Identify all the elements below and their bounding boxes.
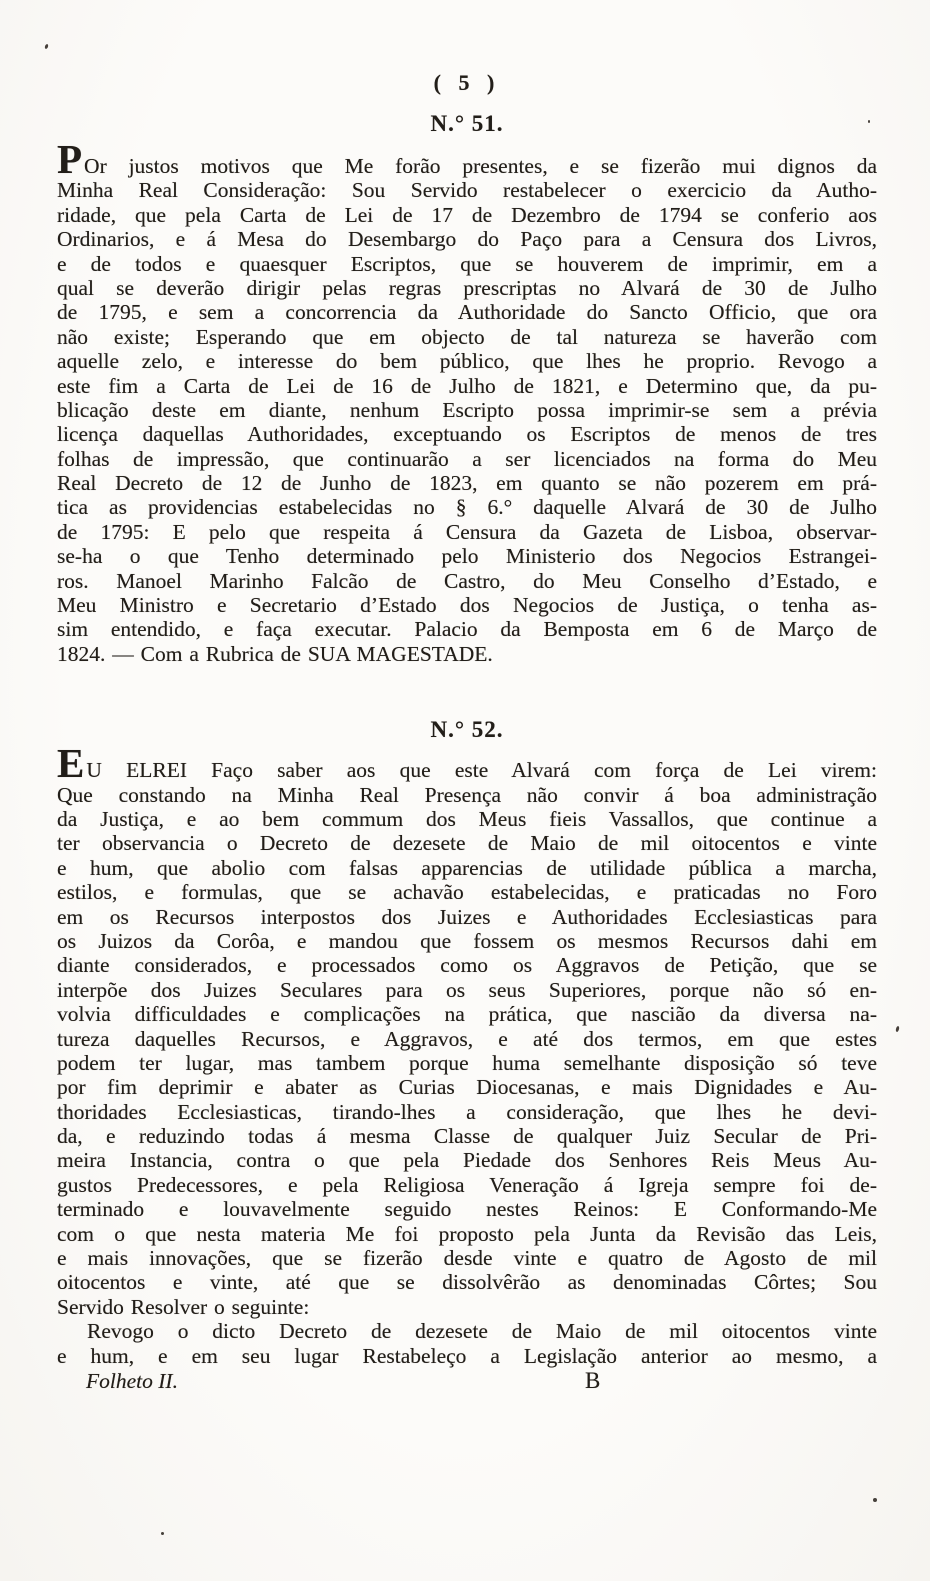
text-line: diante considerados, e processados como os Aggravos de Petição, que se <box>57 953 877 978</box>
text-line: e hum, que abolio com falsas apparencias de utilidade pública a marcha, <box>57 855 877 880</box>
section-body <box>57 740 877 1368</box>
text-line: Revogo o dicto Decreto de dezesete de Maio de mil oitocentos vinte <box>87 1319 877 1344</box>
text-line: blicação deste em diante, nenhum Escripto possa imprimir-se sem a prévia <box>57 397 877 422</box>
text-line: de 1795: E pelo que respeita á Censura da Gazeta de Lisboa, observar- <box>57 519 877 544</box>
scan-speck <box>161 1532 164 1535</box>
text-line: Que constando na Minha Real Presença não convir á boa administração <box>57 782 877 807</box>
drop-cap-initial: E <box>57 740 87 787</box>
text-line: da, e reduzindo todas á mesma Classe de qualquer Juiz Secular de Pri- <box>57 1124 877 1149</box>
text-line: Minha Real Consideração: Sou Servido restabelecer o exercicio da Autho- <box>57 178 877 203</box>
text-line: e hum, e em seu lugar Restabeleço a Legislação anterior ao mesmo, a <box>57 1343 877 1368</box>
paragraph <box>57 1319 877 1368</box>
text-line: 1824. — Com a Rubrica de SUA MAGESTADE. <box>57 641 493 666</box>
text-line: ridade, que pela Carta de Lei de 17 de Dezembro de 1794 se conferio aos <box>57 202 877 227</box>
paragraph <box>57 136 877 666</box>
text-line: thoridades Ecclesiasticas, tirando-lhes a consideração, que lhes he devi- <box>57 1099 877 1124</box>
signature-mark: B <box>585 1367 601 1393</box>
section-body <box>57 136 877 666</box>
page-number: ( 5 ) <box>433 70 501 95</box>
text-line: sim entendido, e faça executar. Palacio da Bemposta em 6 de Março de <box>57 617 877 642</box>
text-line: tica as providencias estabelecidas no § 6.° daquelle Alvará de 30 de Julho <box>57 495 877 520</box>
folheto-label: Folheto II. <box>86 1368 178 1393</box>
text-line: Ordinarios, e á Mesa do Desembargo do Paço para a Censura dos Livros, <box>57 227 877 252</box>
paragraph <box>57 740 877 1319</box>
text-line: EU ELREI Faço saber aos que este Alvará com força de Lei virem: <box>57 740 877 787</box>
text-line: este fim a Carta de Lei de 16 de Julho de 1821, e Determino que, da pu- <box>57 373 877 398</box>
scan-speck <box>868 120 870 123</box>
text-line: da Justiça, e ao bem commum dos Meus fieis Vassallos, que continue a <box>57 806 877 831</box>
text-line: em os Recursos interpostos dos Juizes e Authoridades Ecclesiasticas para <box>57 904 877 929</box>
text-line: os Juizos da Corôa, e mandou que fossem os mesmos Recursos dahi em <box>57 928 877 953</box>
text-line: Servido Resolver o seguinte: <box>57 1294 310 1319</box>
text-line: ter observancia o Decreto de dezesete de Maio de mil oitocentos e vinte <box>57 831 877 856</box>
section-heading: N.° 51. <box>430 111 504 136</box>
text-line: aquelle zelo, e interesse do bem público, que lhes he proprio. Revogo a <box>57 349 877 374</box>
text-line: tureza daquelles Recursos, e Aggravos, e até dos termos, em que estes <box>57 1026 877 1051</box>
text-line: qual se deverão dirigir pelas regras prescriptas no Alvará de 30 de Julho <box>57 275 877 300</box>
text-line: POr justos motivos que Me forão presentes, e se fizerão mui dignos da <box>57 136 877 182</box>
text-line: de 1795, e sem a concorrencia da Authoridade do Sancto Officio, que ora <box>57 300 877 325</box>
text-line: folhas de impressão, que continuarão a ser licenciados na forma do Meu <box>57 446 877 471</box>
text-line: podem ter lugar, mas tambem porque huma semelhante disposição só teve <box>57 1050 877 1075</box>
text-line: por fim deprimir e abater as Curias Diocesanas, e mais Dignidades e Au- <box>57 1075 877 1100</box>
drop-cap-initial: P <box>57 136 85 182</box>
section-51 <box>57 111 877 666</box>
section-heading: N.° 52. <box>430 717 504 743</box>
text-line: gustos Predecessores, e pela Religiosa Veneração á Igreja sempre foi de- <box>57 1172 877 1197</box>
text-line: se-ha o que Tenho determinado pelo Ministerio dos Negocios Estrangei- <box>57 544 877 569</box>
text-line: licença daquellas Authoridades, exceptuando os Escriptos de menos de tres <box>57 422 877 447</box>
section-52 <box>57 717 877 1368</box>
text-line: com o que nesta materia Me foi proposto pela Junta da Revisão das Leis, <box>57 1221 877 1246</box>
text-line: interpõe dos Juizes Seculares para os seus Superiores, porque não só en- <box>57 977 877 1002</box>
text-line: volvia difficuldades e complicações na prática, que nascião da diversa na- <box>57 1002 877 1027</box>
text-line: e de todos e quaesquer Escriptos, que se houverem de imprimir, em a <box>57 251 877 276</box>
scan-speck <box>895 1026 899 1033</box>
text-line: oitocentos e vinte, até que se dissolvêrão as denominadas Côrtes; Sou <box>57 1270 877 1295</box>
text-line: estilos, e formulas, que se achavão estabelecidas, e praticadas no Foro <box>57 880 877 905</box>
text-line: Meu Ministro e Secretario d’Estado dos Negocios de Justiça, o tenha as- <box>57 593 877 618</box>
text-line: Real Decreto de 12 de Junho de 1823, em quanto se não pozerem em prá- <box>57 471 877 496</box>
text-line: ros. Manoel Marinho Falcão de Castro, do Meu Conselho d’Estado, e <box>57 568 877 593</box>
scan-speck <box>44 44 49 50</box>
text-line: meira Instancia, contra o que pela Piedade dos Senhores Reis Meus Au- <box>57 1148 877 1173</box>
scan-speck <box>873 1498 877 1502</box>
text-line: terminado e louvavelmente seguido nestes Reinos: E Conformando-Me <box>57 1197 877 1222</box>
text-line: não existe; Esperando que em objecto de tal natureza se haverão com <box>57 324 877 349</box>
page-footer <box>57 1368 877 1394</box>
text-line: e mais innovações, que se fizerão desde vinte e quatro de Agosto de mil <box>57 1246 877 1271</box>
